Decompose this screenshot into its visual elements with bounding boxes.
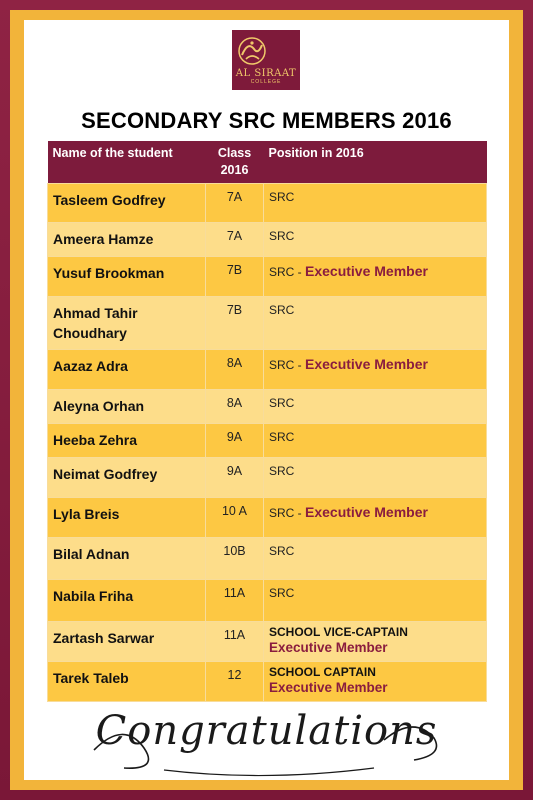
header-name: Name of the student <box>48 141 206 184</box>
table-row <box>48 538 487 580</box>
student-name: Ameera Hamze <box>48 223 206 257</box>
student-position <box>264 458 487 498</box>
header-position: Position in 2016 <box>264 141 487 184</box>
position-label: SRC <box>269 303 295 317</box>
student-name: Aleyna Orhan <box>48 390 206 424</box>
student-class: 11A <box>206 580 264 622</box>
student-class: 10 A <box>206 498 264 538</box>
student-class: 8A <box>206 350 264 390</box>
position-label: SRC - <box>269 265 305 279</box>
header-class-line2: 2016 <box>220 163 249 177</box>
table-row <box>48 580 487 622</box>
student-name: Neimat Godfrey <box>48 458 206 498</box>
student-name: Tasleem Godfrey <box>48 184 206 223</box>
table-row <box>48 350 487 390</box>
table-row <box>48 297 487 350</box>
calligraphy-emblem-icon <box>232 33 272 69</box>
student-name: Heeba Zehra <box>48 424 206 458</box>
header-class <box>206 141 264 184</box>
college-logo <box>232 30 300 90</box>
student-position <box>264 538 487 580</box>
executive-member-label: Executive Member <box>269 680 388 695</box>
student-name: Lyla Breis <box>48 498 206 538</box>
student-name: Ahmad Tahir Choudhary <box>48 297 206 350</box>
student-name: Yusuf Brookman <box>48 257 206 297</box>
student-position <box>264 390 487 424</box>
position-label: SCHOOL CAPTAIN <box>269 665 376 679</box>
position-label: SRC <box>269 586 295 600</box>
student-class: 9A <box>206 424 264 458</box>
position-label: SRC <box>269 190 295 204</box>
student-position <box>264 622 487 662</box>
student-class: 7B <box>206 297 264 350</box>
position-label: SRC <box>269 464 295 478</box>
student-position <box>264 184 487 223</box>
executive-member-label: Executive Member <box>305 356 428 372</box>
student-name: Nabila Friha <box>48 580 206 622</box>
student-class: 11A <box>206 622 264 662</box>
student-position <box>264 223 487 257</box>
position-label: SRC <box>269 396 295 410</box>
student-name: Tarek Taleb <box>48 662 206 702</box>
student-class: 7B <box>206 257 264 297</box>
student-position <box>264 257 487 297</box>
executive-member-label: Executive Member <box>305 263 428 279</box>
student-class: 7A <box>206 184 264 223</box>
student-name: Bilal Adnan <box>48 538 206 580</box>
student-position <box>264 424 487 458</box>
logo-subtitle: COLLEGE <box>250 79 282 85</box>
table-row <box>48 424 487 458</box>
student-class: 9A <box>206 458 264 498</box>
position-label: SRC - <box>269 358 305 372</box>
student-name: Zartash Sarwar <box>48 622 206 662</box>
table-row <box>48 390 487 424</box>
executive-member-label: Executive Member <box>269 640 388 655</box>
position-label: SRC <box>269 229 295 243</box>
position-label: SCHOOL VICE-CAPTAIN <box>269 625 408 639</box>
table-row <box>48 257 487 297</box>
table-row <box>48 458 487 498</box>
student-class: 8A <box>206 390 264 424</box>
position-label: SRC <box>269 544 295 558</box>
student-name: Aazaz Adra <box>48 350 206 390</box>
student-class: 12 <box>206 662 264 702</box>
student-class: 10B <box>206 538 264 580</box>
student-position <box>264 498 487 538</box>
header-class-line1: Class <box>217 146 252 160</box>
student-position <box>264 662 487 702</box>
position-label: SRC <box>269 430 295 444</box>
table-row <box>48 184 487 223</box>
executive-member-label: Executive Member <box>305 504 428 520</box>
table-row <box>48 223 487 257</box>
student-position <box>264 350 487 390</box>
student-position <box>264 297 487 350</box>
table-row <box>48 498 487 538</box>
logo-name: AL SIRAAT <box>235 68 297 79</box>
members-table <box>47 141 487 702</box>
table-row <box>48 622 487 662</box>
student-position <box>264 580 487 622</box>
student-class: 7A <box>206 223 264 257</box>
table-row <box>48 662 487 702</box>
congratulations-text: Congratulations <box>95 708 438 754</box>
page-title: SECONDARY SRC MEMBERS 2016 <box>81 108 452 133</box>
position-label: SRC - <box>269 506 305 520</box>
poster-page <box>24 20 509 780</box>
table-header-row <box>48 141 487 184</box>
